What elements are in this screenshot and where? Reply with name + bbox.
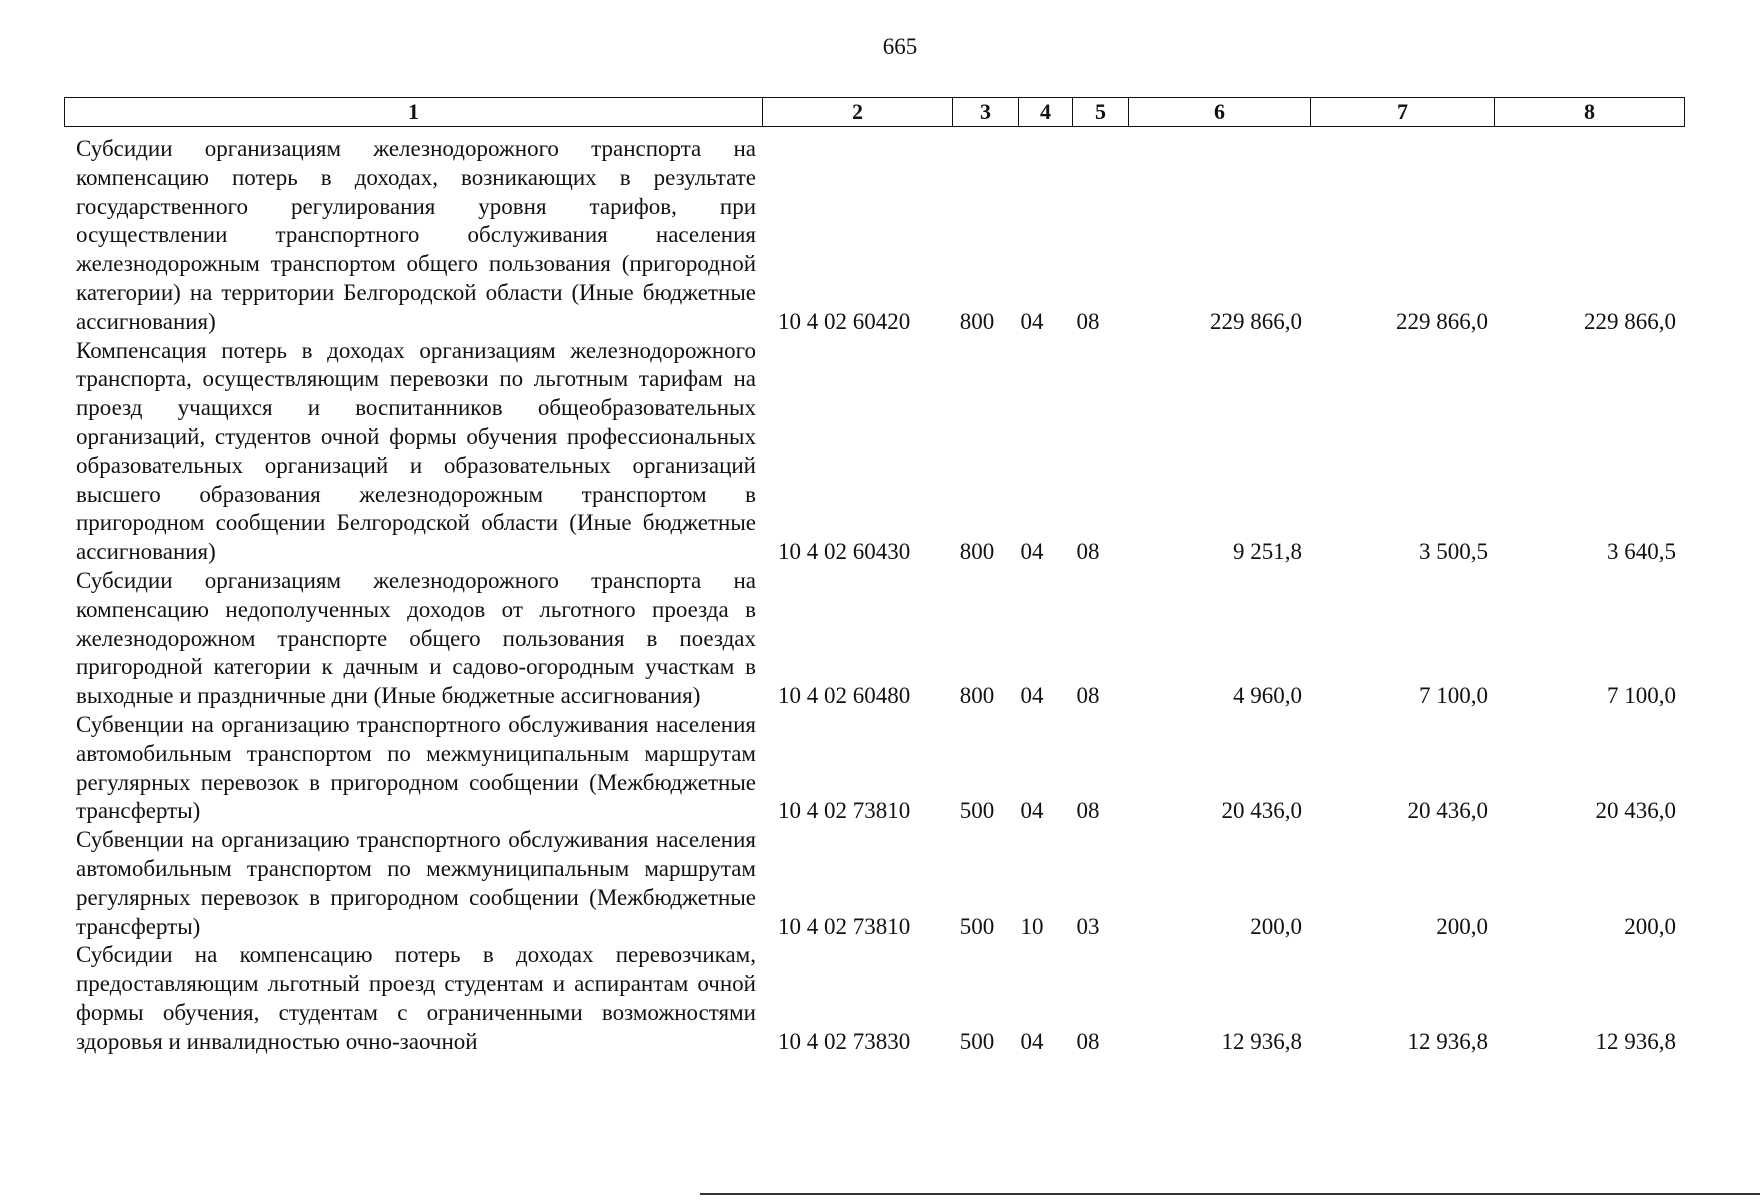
page-bottom-rule — [700, 1193, 1760, 1195]
row-col-7: 12 936,8 — [1407, 1028, 1488, 1054]
row-col-3: 800 — [959, 539, 995, 565]
row-col-8: 200,0 — [1624, 913, 1676, 939]
row-description: Субсидии на компенсацию потерь в доходах перевозчикам, предоставляющим льготный проезд студентам и аспирантам очной формы обучения, студентам с ограниченными возможностями здоровья и инвалидностью очно-заочной — [76, 942, 756, 1054]
row-description: Субсидии организациям железнодорожного транспорта на компенсацию потерь в доходах, возникающих в результате государственного регулирования уровня тарифов, при осуществлении транспортного обслуживания населения железнодорожным транспортом общего пользования (пригородной категории) на территории Белгородской области (Иные бюджетные ассигнования) — [76, 136, 756, 334]
row-description: Компенсация потерь в доходах организациям железнодорожного транспорта, осуществляющим перевозки по льготным тарифам на проезд учащихся и воспитанников общеобразовательных организаций, студентов очной формы обучения профессиональных образовательных организаций и образовательных организаций высшего образования железнодорожным транспортом в пригородном сообщении Белгородской области (Иные бюджетные ассигнования) — [76, 337, 756, 565]
row-col-4: 04 — [1020, 798, 1044, 824]
row-col-3: 800 — [959, 308, 995, 334]
header-col-3: 3 — [953, 98, 1019, 127]
row-col-8: 7 100,0 — [1607, 683, 1676, 709]
row-code: 10 4 02 73830 — [778, 1028, 911, 1054]
row-col-3: 500 — [959, 798, 995, 824]
row-col-4: 04 — [1020, 539, 1044, 565]
header-col-4: 4 — [1019, 98, 1073, 127]
row-description: Субвенции на организацию транспортного обслуживания населения автомобильным транспортом по межмуниципальным маршрутам регулярных перевозок в пригородном сообщении (Межбюджетные трансферты) — [76, 827, 756, 939]
row-col-7: 200,0 — [1436, 913, 1488, 939]
row-col-3: 800 — [959, 683, 995, 709]
row-code: 10 4 02 73810 — [778, 798, 911, 824]
row-col-5: 08 — [1076, 1028, 1100, 1054]
row-col-7: 7 100,0 — [1419, 683, 1488, 709]
row-col-4: 04 — [1020, 683, 1044, 709]
row-col-6: 4 960,0 — [1233, 683, 1302, 709]
page-number: 665 — [882, 34, 918, 59]
table-row — [76, 135, 1686, 337]
row-col-5: 08 — [1076, 683, 1100, 709]
header-col-7: 7 — [1311, 98, 1495, 127]
header-col-5: 5 — [1073, 98, 1129, 127]
table-row — [76, 711, 1686, 826]
row-col-7: 3 500,5 — [1419, 539, 1488, 565]
row-code: 10 4 02 60420 — [778, 308, 911, 334]
header-col-2: 2 — [763, 98, 953, 127]
table-row — [76, 337, 1686, 567]
row-col-8: 3 640,5 — [1607, 539, 1676, 565]
row-col-4: 10 — [1020, 913, 1044, 939]
row-col-6: 229 866,0 — [1210, 308, 1302, 334]
row-description: Субсидии организациям железнодорожного транспорта на компенсацию недополученных доходов от льготного проезда в железнодорожном транспорте общего пользования в поездах пригородной категории к дачным и садово-огородным участкам в выходные и праздничные дни (Иные бюджетные ассигнования) — [76, 567, 756, 709]
table-row — [76, 567, 1686, 711]
row-col-4: 04 — [1020, 308, 1044, 334]
row-col-5: 03 — [1076, 913, 1100, 939]
row-col-4: 04 — [1020, 1028, 1044, 1054]
row-col-7: 229 866,0 — [1396, 308, 1488, 334]
row-code: 10 4 02 60480 — [778, 683, 911, 709]
header-col-8: 8 — [1495, 98, 1685, 127]
table-row — [76, 941, 1686, 1056]
row-code: 10 4 02 73810 — [778, 913, 911, 939]
row-col-6: 200,0 — [1250, 913, 1302, 939]
table-header — [64, 97, 1685, 127]
table-row — [76, 826, 1686, 941]
row-col-7: 20 436,0 — [1407, 798, 1488, 824]
row-col-6: 9 251,8 — [1233, 539, 1302, 565]
row-col-5: 08 — [1076, 308, 1100, 334]
header-col-6: 6 — [1129, 98, 1311, 127]
row-col-5: 08 — [1076, 798, 1100, 824]
row-col-6: 12 936,8 — [1221, 1028, 1302, 1054]
header-col-1: 1 — [65, 98, 763, 127]
row-col-8: 20 436,0 — [1595, 798, 1676, 824]
row-col-8: 229 866,0 — [1584, 308, 1676, 334]
row-description: Субвенции на организацию транспортного обслуживания населения автомобильным транспортом по межмуниципальным маршрутам регулярных перевозок в пригородном сообщении (Межбюджетные трансферты) — [76, 711, 756, 824]
table-body — [76, 135, 1686, 1056]
row-code: 10 4 02 60430 — [778, 539, 911, 565]
row-col-3: 500 — [959, 913, 995, 939]
row-col-5: 08 — [1076, 539, 1100, 565]
row-col-8: 12 936,8 — [1595, 1028, 1676, 1054]
row-col-3: 500 — [959, 1028, 995, 1054]
row-col-6: 20 436,0 — [1221, 798, 1302, 824]
